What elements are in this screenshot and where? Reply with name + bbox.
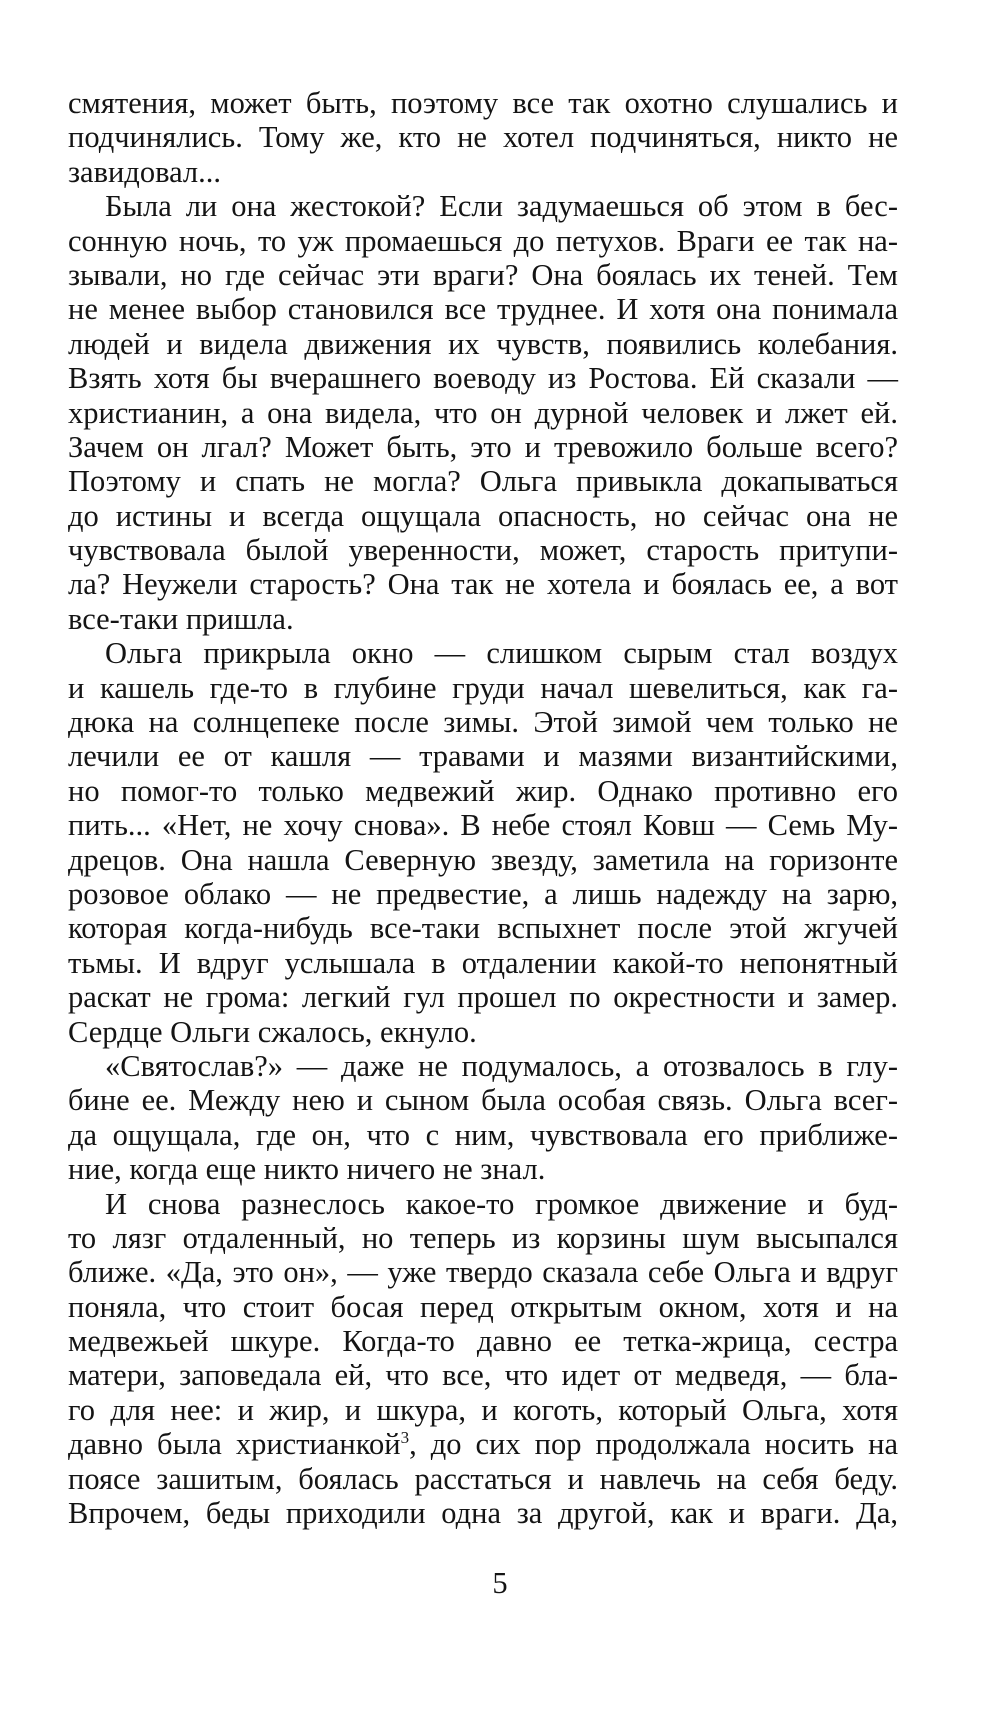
footnote-reference: 3 [400, 1428, 410, 1448]
paragraph-5 [68, 1187, 898, 1531]
paragraph-3 [68, 636, 898, 1049]
text-line: матери, заповедала ей, что все, что идет от медведя, — бла- [68, 1358, 898, 1393]
text-line: да ощущала, где он, что с ним, чувствовала его приближе- [68, 1117, 898, 1152]
text-line: сонную ночь, то уж промаешься до петухов. Враги ее так на- [68, 223, 898, 258]
text-line: поясе зашитым, боялась расстаться и навлечь на себя беду. [68, 1461, 898, 1496]
text-line: ла? Неужели старость? Она так не хотела и боялась ее, а вот [68, 567, 898, 602]
text-line: не менее выбор становился все труднее. И хотя она понимала [68, 292, 898, 327]
text-line: пить... «Нет, не хочу снова». В небе стоял Ковш — Семь Му- [68, 808, 898, 843]
text-line: «Святослав?» — даже не подумалось, а отозвалось в глу- [105, 1048, 898, 1083]
text-line: Поэтому и спать не могла? Ольга привыкла докапываться [68, 464, 898, 499]
body-text [68, 86, 898, 1530]
paragraph-4 [68, 1049, 898, 1187]
text-line: Ольга прикрыла окно — слишком сырым стал воздух [105, 636, 898, 671]
text-line: бине ее. Между нею и сыном была особая связь. Ольга всег- [68, 1083, 898, 1118]
text-line: но помог-то только медвежий жир. Однако противно его [68, 773, 898, 808]
text-line: медвежьей шкуре. Когда-то давно ее тетка-жрица, сестра [68, 1324, 898, 1359]
text-line: завидовал... [68, 154, 221, 189]
text-fragment: , до сих пор продолжала носить на [409, 1427, 898, 1462]
text-line: смятения, может быть, поэтому все так охотно слушались и [68, 86, 898, 120]
text-line: ние, когда еще никто ничего не знал. [68, 1152, 546, 1187]
text-line: Была ли она жестокой? Если задумаешься об этом в бес- [105, 189, 898, 224]
page-number: 5 [492, 1566, 508, 1600]
text-line: дюка на солнцепеке после зимы. Этой зимой чем только не [68, 705, 898, 740]
text-line: то лязг отдаленный, но теперь из корзины шум высыпался [68, 1220, 898, 1255]
text-line: лечили ее от кашля — травами и мазями византийскими, [68, 739, 898, 774]
text-line: людей и видела движения их чувств, появились колебания. [68, 326, 898, 361]
text-line: все-таки пришла. [68, 601, 294, 636]
text-line: которая когда-нибудь все-таки вспыхнет после этой жгучей [68, 911, 898, 946]
text-line-with-footnote [68, 1427, 898, 1461]
text-line: тьмы. И вдруг услышала в отдалении какой-то непонятный [68, 945, 898, 980]
text-line: дрецов. Она нашла Северную звезду, заметила на горизонте [68, 842, 898, 877]
text-line: Зачем он лгал? Может быть, это и тревожило больше всего? [68, 429, 898, 464]
text-line: Впрочем, беды приходили одна за другой, как и враги. Да, [68, 1496, 898, 1531]
text-line: раскат не грома: легкий гул прошел по окрестности и замер. [68, 980, 898, 1015]
text-line: Сердце Ольги сжалось, екнуло. [68, 1014, 477, 1049]
paragraph-2 [68, 189, 898, 636]
paragraph-1 [68, 86, 898, 189]
text-line: Взять хотя бы вчерашнего воеводу из Ростова. Ей сказали — [68, 361, 898, 396]
text-line: до истины и всегда ощущала опасность, но сейчас она не [68, 498, 898, 533]
text-line: И снова разнеслось какое-то громкое движение и буд- [105, 1186, 898, 1221]
text-line: зывали, но где сейчас эти враги? Она боялась их теней. Тем [68, 257, 898, 292]
text-line: подчинялись. Тому же, кто не хотел подчиняться, никто не [68, 120, 898, 155]
text-line: го для нее: и жир, и шкура, и коготь, который Ольга, хотя [68, 1392, 898, 1427]
text-line: ближе. «Да, это он», — уже твердо сказала себе Ольга и вдруг [68, 1255, 898, 1290]
text-line: христианин, а она видела, что он дурной человек и лжет ей. [68, 395, 898, 430]
text-line: и кашель где-то в глубине груди начал шевелиться, как га- [68, 670, 898, 705]
text-line: розовое облако — не предвестие, а лишь надежду на зарю, [68, 876, 898, 911]
text-fragment: давно была христианкой [68, 1427, 401, 1462]
text-line: чувствовала былой уверенности, может, старость притупи- [68, 533, 898, 568]
text-line: поняла, что стоит босая перед открытым окном, хотя и на [68, 1289, 898, 1324]
